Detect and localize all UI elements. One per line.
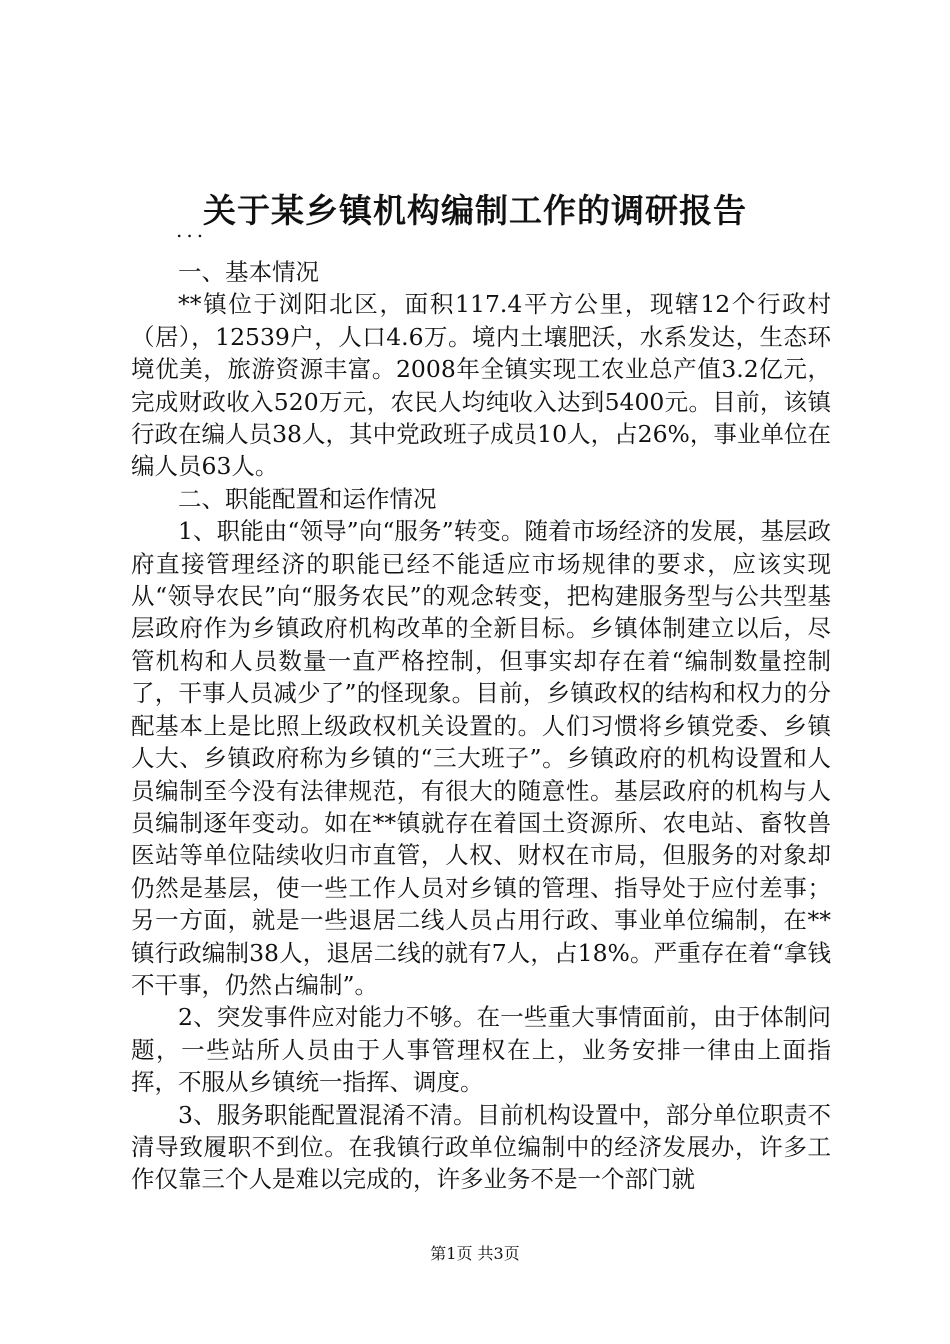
- paragraph-basic-info: **镇位于浏阳北区，面积117.4平方公里，现辖12个行政村（居），12539户，人口4.6万。境内土壤肥沃，水系发达，生态环境优美，旅游资源丰富。2008年全镇实现工农业总产值3.2亿元，完成财政收入520万元，农民人均纯收入达到5400元。目前，该镇行政在编人员38人，其中党政班子成员10人，占26%，事业单位在编人员63人。: [131, 290, 831, 481]
- paragraph-point-2: 2、突发事件应对能力不够。在一些重大事情面前，由于体制问题，一些站所人员由于人事管理权在上，业务安排一律由上面指挥，不服从乡镇统一指挥、调度。: [131, 1003, 831, 1097]
- section-heading-functions: 二、职能配置和运作情况: [178, 484, 437, 513]
- section-heading-basic: 一、基本情况: [178, 258, 319, 286]
- paragraph-point-1: 1、职能由“领导”向“服务”转变。随着市场经济的发展，基层政府直接管理经济的职能已经不能适应市场规律的要求，应该实现从“领导农民”向“服务农民”的观念转变，把构建服务型与公共型基层政府作为乡镇政府机构改革的全新目标。乡镇体制建立以后，尽管机构和人员数量一直严格控制，但事实却存在着“编制数量控制了，干事人员减少了”的怪现象。目前，乡镇政权的结构和权力的分配基本上是比照上级政权机关设置的。人们习惯将乡镇党委、乡镇人大、乡镇政府称为乡镇的“三大班子”。乡镇政府的机构设置和人员编制至今没有法律规范，有很大的随意性。基层政府的机构与人员编制逐年变动。如在**镇就存在着国土资源所、农电站、畜牧兽医站等单位陆续收归市直管，人权、财权在市局，但服务的对象却仍然是基层，使一些工作人员对乡镇的管理、指导处于应付差事；另一方面，就是一些退居二线人员占用行政、事业单位编制，在**镇行政编制38人，退居二线的就有7人，占18%。严重存在着“拿钱不干事，仍然占编制”。: [131, 517, 831, 999]
- page-footer: 第1页 共3页: [430, 1244, 520, 1263]
- document-title: 关于某乡镇机构编制工作的调研报告: [203, 191, 747, 230]
- paragraph-point-3: 3、服务职能配置混淆不清。目前机构设置中，部分单位职责不清导致履职不到位。在我镇行政单位编制中的经济发展办，许多工作仅靠三个人是难以完成的，许多业务不是一个部门就: [131, 1100, 831, 1194]
- document-body: [131, 256, 831, 1196]
- ellipsis-marker: ...: [176, 218, 208, 242]
